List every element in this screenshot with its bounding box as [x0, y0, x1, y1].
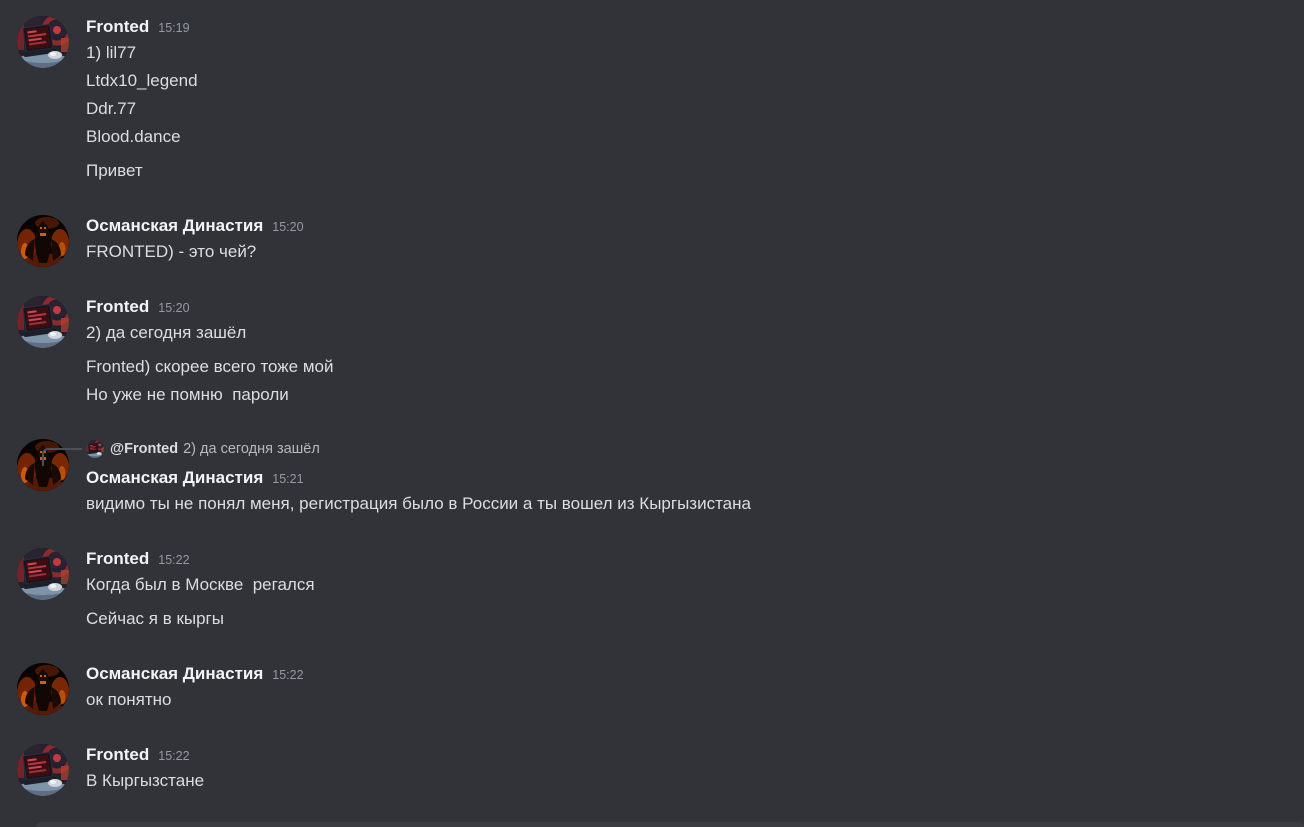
message-header: [86, 661, 1304, 686]
message-header: [86, 213, 1304, 238]
message-input-bar[interactable]: [36, 822, 1304, 827]
message-line: видимо ты не понял меня, регистрация было в России а ты вошел из Кыргызистана: [86, 494, 751, 513]
message-line: 1) lil77: [86, 43, 137, 62]
message-group: [0, 742, 1304, 795]
username[interactable]: Османская Династия: [86, 216, 264, 235]
reply-message-preview[interactable]: 2) да сегодня зашёл: [183, 441, 320, 457]
message: [86, 490, 1304, 518]
message: [86, 605, 1304, 633]
username[interactable]: Османская Династия: [86, 664, 264, 683]
timestamp: 15:20: [158, 301, 190, 315]
timestamp: 15:22: [158, 553, 190, 567]
reply-avatar: [86, 440, 104, 458]
timestamp: 15:19: [158, 21, 190, 35]
message-header: [86, 14, 1304, 39]
message: [86, 39, 1304, 151]
message: [86, 767, 1304, 795]
message-line: FRONTED) - это чей?: [86, 242, 257, 261]
message-line: 2) да сегодня зашёл: [86, 323, 247, 342]
message-line: Привет: [86, 161, 143, 180]
message: [86, 571, 1304, 599]
message: [86, 157, 1304, 185]
timestamp: 15:22: [272, 668, 304, 682]
reply-reference[interactable]: [86, 437, 1304, 461]
message-line: Но уже не помню пароли: [86, 385, 289, 404]
user-avatar-fronted[interactable]: [17, 548, 69, 600]
message-line: ок понятно: [86, 690, 172, 709]
message-line: В Кыргызстане: [86, 771, 205, 790]
message-line: Ltdx10_legend: [86, 71, 198, 90]
username[interactable]: Fronted: [86, 297, 150, 316]
timestamp: 15:22: [158, 749, 190, 763]
message: [86, 238, 1304, 266]
message-header: [86, 465, 1304, 490]
message: [86, 353, 1304, 409]
message-group: [0, 213, 1304, 266]
message-line: Ddr.77: [86, 99, 137, 118]
message-group: [0, 437, 1304, 518]
message-header: [86, 546, 1304, 571]
username[interactable]: Fronted: [86, 745, 150, 764]
timestamp: 15:21: [272, 472, 304, 486]
message-group: [0, 294, 1304, 409]
user-avatar-fronted[interactable]: [17, 296, 69, 348]
username[interactable]: Османская Династия: [86, 468, 264, 487]
reply-username[interactable]: @Fronted: [110, 441, 179, 457]
message-header: [86, 294, 1304, 319]
message-header: [86, 742, 1304, 767]
user-avatar-fronted[interactable]: [17, 744, 69, 796]
timestamp: 15:20: [272, 220, 304, 234]
message: [86, 319, 1304, 347]
user-avatar-fronted[interactable]: [17, 16, 69, 68]
message-line: Fronted) скорее всего тоже мой: [86, 357, 334, 376]
user-avatar-ottoman[interactable]: [17, 663, 69, 715]
message: [86, 686, 1304, 714]
message-group: [0, 546, 1304, 633]
username[interactable]: Fronted: [86, 17, 150, 36]
reply-spine: [42, 448, 82, 466]
user-avatar-ottoman[interactable]: [17, 215, 69, 267]
username[interactable]: Fronted: [86, 549, 150, 568]
message-line: Blood.dance: [86, 127, 181, 146]
message-line: Когда был в Москве регался: [86, 575, 315, 594]
message-group: [0, 14, 1304, 185]
message-group: [0, 661, 1304, 714]
message-line: Сейчас я в кыргы: [86, 609, 224, 628]
